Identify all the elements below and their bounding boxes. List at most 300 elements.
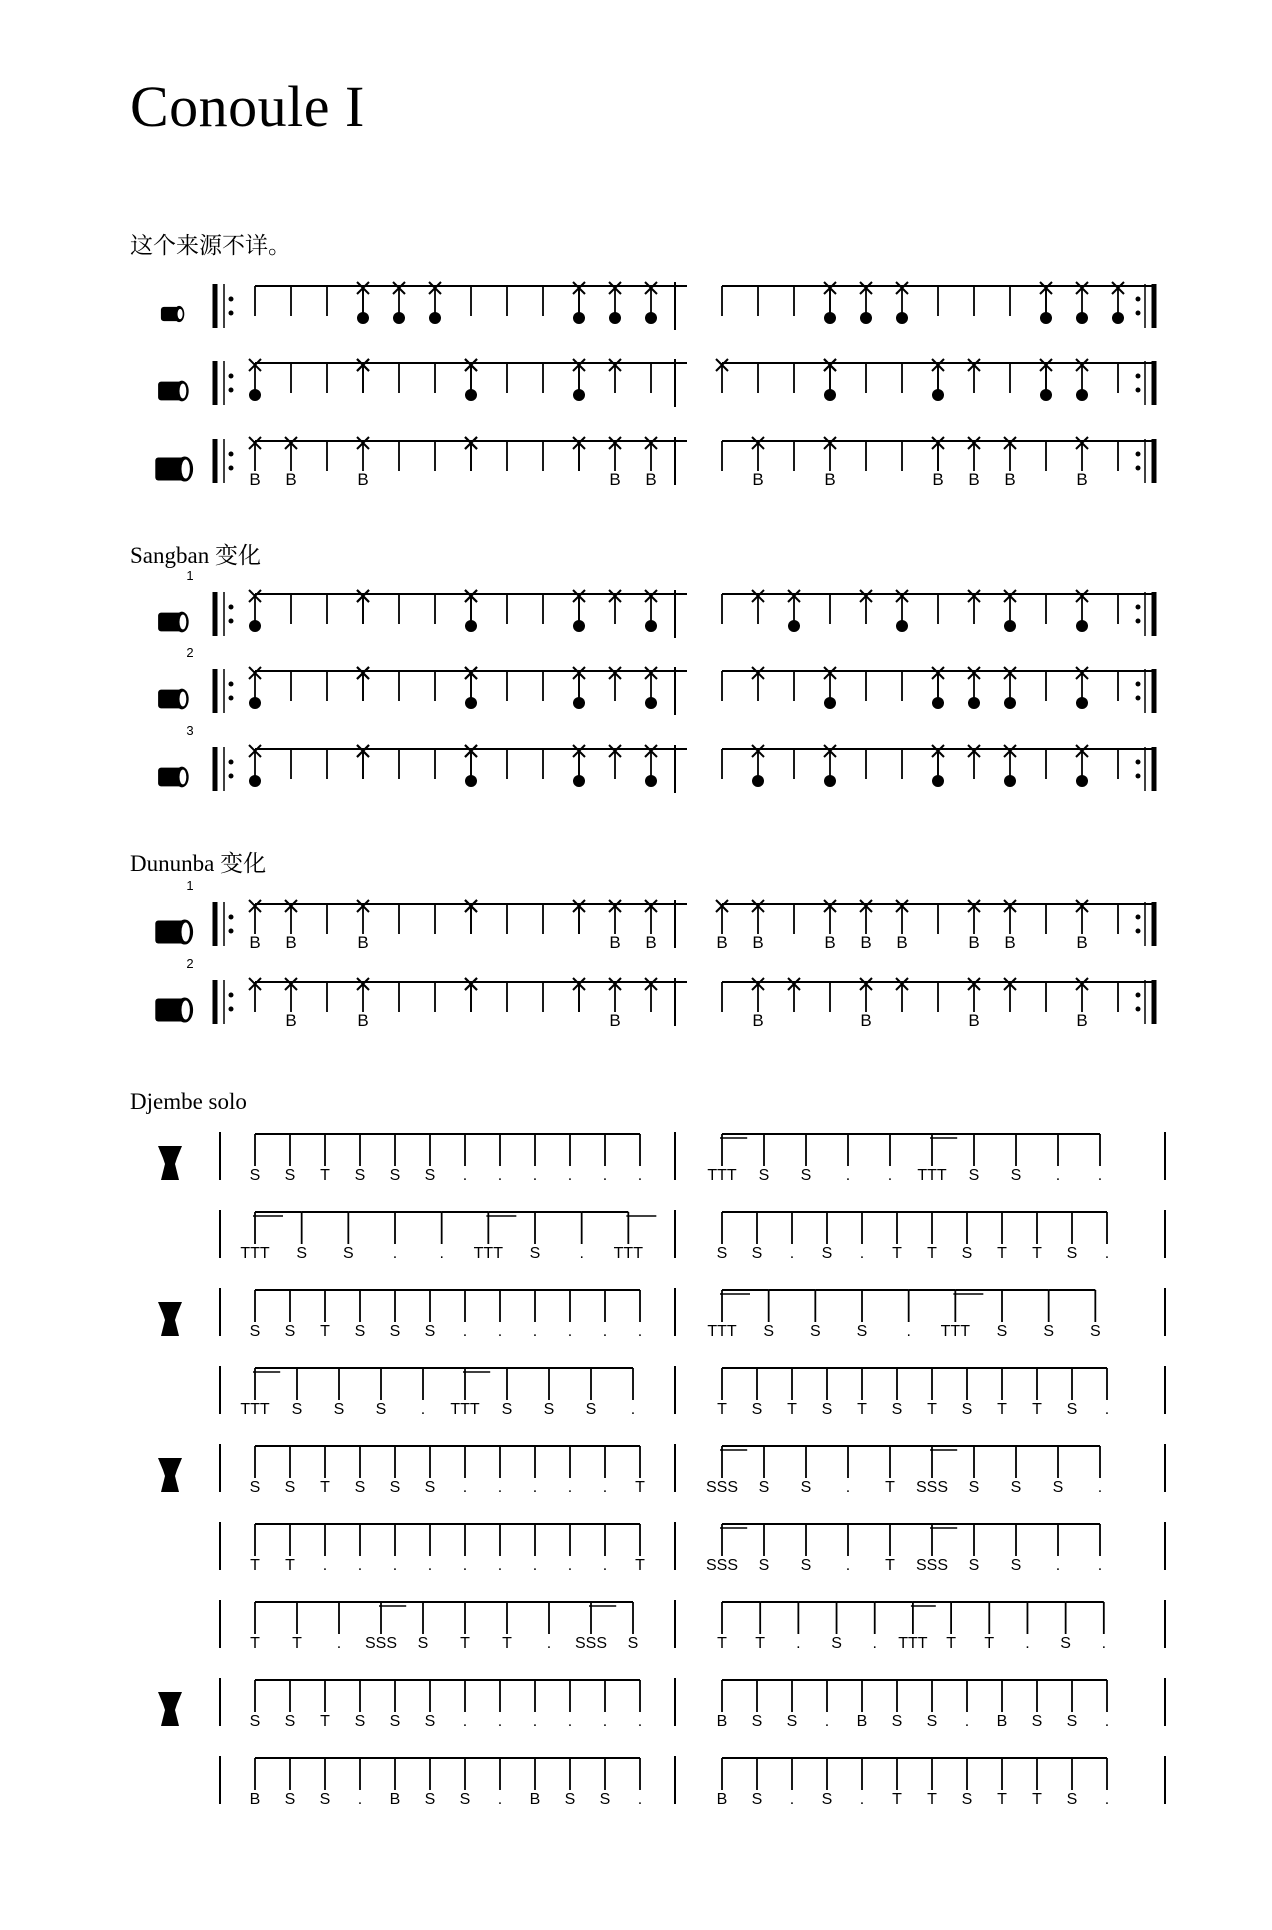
stroke-letter: . — [887, 1167, 893, 1184]
beat-group — [579, 978, 687, 1030]
repeat-dot — [229, 605, 234, 610]
djembe-note — [1105, 1758, 1109, 1808]
stroke-letter: S — [354, 1323, 366, 1340]
stroke-letter: S — [424, 1167, 436, 1184]
stroke-letter: S — [961, 1791, 973, 1808]
variation-number: 1 — [186, 568, 194, 583]
djembe-note — [759, 1524, 806, 1574]
stroke-letter: S — [599, 1791, 611, 1808]
djembe-note — [969, 1446, 1016, 1496]
beat-group — [579, 745, 687, 787]
beat-group — [938, 437, 1046, 489]
djembe-note — [296, 1212, 348, 1262]
repeat-dot — [229, 297, 234, 302]
stroke-letter: . — [532, 1167, 538, 1184]
djembe-note — [342, 1212, 398, 1262]
djembe-icon — [158, 1146, 182, 1180]
beat-group — [824, 745, 944, 787]
djembe-note — [567, 1680, 608, 1730]
stroke-letter: TTT — [450, 1401, 480, 1418]
repeat-start — [215, 592, 234, 636]
djembe-icon — [158, 1458, 182, 1492]
beat-group — [249, 359, 369, 401]
bell-letter: B — [645, 933, 657, 952]
stroke-letter: S — [291, 1401, 303, 1418]
djembe-note — [638, 1758, 642, 1808]
stroke-letter: . — [602, 1323, 608, 1340]
stroke-letter: . — [637, 1323, 643, 1340]
beat-group — [579, 590, 687, 632]
stroke-letter: . — [637, 1167, 643, 1184]
beat-group — [716, 900, 830, 952]
djembe-note — [800, 1524, 851, 1574]
djembe-note — [759, 1446, 806, 1496]
stroke-letter: T — [755, 1635, 766, 1652]
djembe-note — [502, 1602, 552, 1652]
beat-group — [249, 437, 363, 489]
stroke-letter: SSS — [915, 1557, 949, 1574]
djembe-note — [424, 1680, 468, 1730]
djembe-note — [585, 1368, 636, 1418]
stroke-letter: S — [389, 1713, 401, 1730]
stroke-letter: . — [789, 1791, 795, 1808]
djembe-note — [544, 1368, 591, 1418]
stroke-letter: S — [389, 1323, 401, 1340]
djembe-note — [602, 1680, 643, 1730]
djembe-note — [575, 1602, 633, 1652]
stroke-letter: S — [354, 1713, 366, 1730]
djembe-note — [567, 1446, 608, 1496]
djembe-note — [831, 1602, 875, 1652]
stroke-letter: S — [424, 1323, 436, 1340]
stroke-letter: S — [319, 1791, 331, 1808]
stroke-letter: S — [821, 1401, 833, 1418]
bell-letter: B — [1004, 933, 1016, 952]
djembe-note — [1010, 1134, 1061, 1184]
repeat-dot — [1136, 466, 1141, 471]
stroke-letter: S — [1060, 1635, 1071, 1652]
beat-group — [465, 437, 585, 471]
stroke-letter: S — [968, 1479, 980, 1496]
repeat-dot — [1136, 993, 1141, 998]
variation-number: 1 — [186, 878, 194, 893]
stroke-letter: . — [392, 1245, 398, 1262]
stroke-dot — [1076, 775, 1088, 787]
stroke-letter: S — [1031, 1713, 1043, 1730]
repeat-dot — [1136, 452, 1141, 457]
repeat-end — [1136, 669, 1155, 713]
djembe-note — [800, 1446, 851, 1496]
djembe-note — [427, 1524, 468, 1574]
stroke-letter: . — [630, 1401, 636, 1418]
djembe-note — [614, 1212, 657, 1262]
repeat-dot — [229, 388, 234, 393]
stroke-letter: S — [1052, 1479, 1064, 1496]
stroke-letter: . — [497, 1791, 503, 1808]
stroke-letter: . — [602, 1557, 608, 1574]
stroke-letter: S — [800, 1479, 812, 1496]
stroke-letter: . — [824, 1713, 830, 1730]
stroke-letter: T — [1032, 1245, 1042, 1262]
stroke-letter: S — [1010, 1167, 1022, 1184]
stroke-letter: S — [831, 1635, 842, 1652]
stroke-letter: . — [602, 1713, 608, 1730]
stroke-letter: . — [427, 1557, 433, 1574]
kenkeni-icon — [161, 306, 184, 322]
stroke-letter: B — [389, 1791, 401, 1808]
stroke-letter: S — [424, 1479, 436, 1496]
djembe-note — [846, 1446, 890, 1496]
beat-group — [830, 282, 938, 324]
stroke-letter: S — [1043, 1323, 1055, 1340]
stroke-letter: T — [285, 1557, 295, 1574]
djembe-note — [946, 1602, 989, 1652]
djembe-icon — [158, 1302, 182, 1336]
djembe-note — [786, 1680, 830, 1730]
stroke-letter: B — [856, 1713, 868, 1730]
beat-group — [722, 978, 830, 1030]
djembe-note — [997, 1212, 1037, 1262]
stroke-letter: . — [845, 1479, 851, 1496]
djembe-note — [759, 1134, 806, 1184]
stroke-letter: . — [1025, 1635, 1030, 1652]
stroke-letter: T — [787, 1401, 797, 1418]
stroke-letter: . — [532, 1323, 538, 1340]
stroke-letter: S — [758, 1479, 770, 1496]
stroke-letter: T — [927, 1791, 937, 1808]
djembe-note — [530, 1212, 582, 1262]
bell-letter: B — [285, 933, 297, 952]
djembe-icon — [158, 1692, 182, 1726]
djembe-note — [1010, 1524, 1061, 1574]
stroke-letter: . — [872, 1635, 877, 1652]
djembe-note — [392, 1524, 433, 1574]
beat-group — [249, 900, 363, 952]
stroke-letter: S — [564, 1791, 576, 1808]
drum-head-rim — [180, 384, 187, 399]
stroke-letter: S — [809, 1323, 821, 1340]
stroke-letter: T — [857, 1401, 867, 1418]
stroke-letter: . — [1097, 1557, 1103, 1574]
stroke-dot — [249, 775, 261, 787]
djembe-note — [292, 1368, 339, 1418]
stroke-letter: S — [284, 1713, 296, 1730]
stroke-letter: T — [320, 1167, 330, 1184]
bell-letter: B — [249, 933, 261, 952]
djembe-note — [997, 1290, 1049, 1340]
stroke-letter: T — [997, 1401, 1007, 1418]
beat-group — [465, 745, 585, 787]
bell-letter: B — [285, 470, 297, 489]
djembe-note — [638, 1290, 642, 1340]
stroke-letter: B — [716, 1791, 728, 1808]
djembe-note — [1098, 1134, 1102, 1184]
beat-group — [938, 282, 1052, 324]
beat-group — [1046, 590, 1154, 632]
drum-head-rim — [178, 309, 183, 319]
stroke-letter: S — [585, 1401, 597, 1418]
stroke-letter: S — [1089, 1323, 1101, 1340]
bell-letter: B — [249, 470, 261, 489]
repeat-end — [1136, 439, 1155, 483]
bell-letter: B — [968, 470, 980, 489]
repeat-dot — [229, 682, 234, 687]
stroke-dot — [824, 775, 836, 787]
stroke-dot — [1076, 312, 1088, 324]
beat-group — [722, 667, 830, 701]
djembe-note — [846, 1524, 890, 1574]
stroke-letter: T — [984, 1635, 995, 1652]
bell-letter: B — [752, 470, 764, 489]
djembe-shape — [158, 1692, 182, 1726]
djembe-note — [638, 1134, 642, 1184]
beat-group — [830, 978, 938, 1030]
bell-letter: B — [285, 1011, 297, 1030]
stroke-dot — [1004, 620, 1016, 632]
stroke-letter: S — [856, 1323, 868, 1340]
section-label-dununba: Dununba 变化 — [130, 851, 267, 876]
stroke-dot — [1112, 312, 1124, 324]
beat-group — [357, 590, 477, 624]
stroke-letter: S — [284, 1323, 296, 1340]
stroke-dot — [249, 620, 261, 632]
djembe-note — [285, 1524, 328, 1574]
repeat-dot — [229, 466, 234, 471]
beat-group — [1046, 978, 1154, 1030]
beat-group — [1046, 282, 1154, 324]
stroke-letter: . — [462, 1557, 468, 1574]
beat-group — [579, 667, 687, 709]
djembe-note — [984, 1602, 1030, 1652]
beat-group — [830, 590, 938, 632]
repeat-dot — [229, 760, 234, 765]
stroke-letter: S — [249, 1713, 261, 1730]
stroke-letter: . — [462, 1167, 468, 1184]
stroke-letter: S — [284, 1479, 296, 1496]
beat-group — [249, 745, 369, 787]
stroke-letter: . — [845, 1167, 851, 1184]
beat-group — [722, 745, 830, 787]
djembe-note — [857, 1290, 909, 1340]
djembe-note — [1105, 1368, 1109, 1418]
bell-letter: B — [1076, 1011, 1088, 1030]
djembe-note — [706, 1446, 764, 1496]
djembe-note — [1105, 1680, 1109, 1730]
stroke-letter: S — [1066, 1791, 1078, 1808]
stroke-dot — [465, 389, 477, 401]
djembe-note — [941, 1290, 1002, 1340]
stroke-letter: . — [567, 1557, 573, 1574]
dununba-icon — [155, 997, 193, 1022]
stroke-letter: S — [926, 1713, 938, 1730]
beat-group — [938, 667, 1046, 709]
djembe-note — [1066, 1212, 1110, 1262]
stroke-letter: S — [354, 1479, 366, 1496]
djembe-note — [763, 1290, 815, 1340]
stroke-letter: SSS — [574, 1635, 608, 1652]
stroke-dot — [1076, 389, 1088, 401]
stroke-letter: S — [501, 1401, 513, 1418]
stroke-letter: S — [249, 1479, 261, 1496]
stroke-letter: S — [800, 1557, 812, 1574]
stroke-dot — [609, 312, 621, 324]
djembe-note — [628, 1602, 639, 1652]
beat-group — [465, 900, 585, 934]
section-label-djembe-solo: Djembe solo — [130, 1089, 247, 1114]
stroke-dot — [860, 312, 872, 324]
djembe-note — [424, 1290, 468, 1340]
beat-group — [824, 667, 944, 709]
bell-letter: B — [1004, 470, 1016, 489]
djembe-note — [1043, 1290, 1095, 1340]
djembe-note — [892, 1758, 932, 1808]
beat-group — [465, 978, 585, 1012]
djembe-note — [567, 1524, 608, 1574]
djembe-note — [752, 1368, 792, 1418]
stroke-letter: S — [424, 1791, 436, 1808]
djembe-note — [1102, 1602, 1106, 1652]
stroke-letter: B — [249, 1791, 261, 1808]
stroke-letter: TTT — [707, 1323, 737, 1340]
djembe-note — [706, 1524, 764, 1574]
stroke-letter: . — [1097, 1167, 1103, 1184]
beat-group — [357, 978, 477, 1030]
drum-head-rim — [180, 615, 187, 630]
djembe-note — [631, 1368, 635, 1418]
djembe-note — [250, 1602, 297, 1652]
stroke-letter: S — [459, 1791, 471, 1808]
repeat-dot — [1136, 605, 1141, 610]
beat-group — [357, 667, 477, 701]
stroke-letter: . — [1104, 1791, 1110, 1808]
stroke-letter: T — [292, 1635, 302, 1652]
stroke-letter: T — [460, 1635, 470, 1652]
stroke-letter: B — [716, 1713, 728, 1730]
stroke-letter: S — [891, 1401, 903, 1418]
stroke-letter: S — [758, 1557, 770, 1574]
djembe-note — [602, 1134, 643, 1184]
stroke-letter: . — [462, 1323, 468, 1340]
stroke-letter: T — [927, 1245, 937, 1262]
djembe-note — [450, 1368, 507, 1418]
stroke-letter: . — [497, 1713, 503, 1730]
beat-group — [1046, 667, 1154, 709]
repeat-dot — [229, 374, 234, 379]
stroke-letter: S — [389, 1479, 401, 1496]
djembe-note — [250, 1524, 290, 1574]
stroke-letter: T — [502, 1635, 512, 1652]
beat-group — [465, 590, 585, 632]
djembe-note — [319, 1758, 363, 1808]
beat-group — [1046, 900, 1154, 952]
djembe-note — [567, 1290, 608, 1340]
stroke-dot — [645, 775, 657, 787]
repeat-dot — [229, 452, 234, 457]
repeat-dot — [1136, 774, 1141, 779]
beat-group — [716, 359, 836, 393]
djembe-note — [462, 1446, 503, 1496]
stroke-dot — [465, 697, 477, 709]
stroke-letter: TTT — [917, 1167, 947, 1184]
beat-group — [722, 282, 836, 324]
djembe-note — [424, 1134, 468, 1184]
stroke-letter: TTT — [473, 1245, 503, 1262]
beat-group — [1046, 745, 1154, 787]
beat-group — [363, 282, 471, 324]
djembe-note — [1090, 1290, 1101, 1340]
stroke-letter: . — [567, 1323, 573, 1340]
bell-letter: B — [860, 1011, 872, 1030]
djembe-note — [962, 1758, 1002, 1808]
section-label-sangban: Sangban 变化 — [130, 543, 261, 568]
stroke-letter: T — [635, 1557, 645, 1574]
stroke-letter: S — [763, 1323, 775, 1340]
stroke-letter: T — [635, 1479, 645, 1496]
djembe-note — [969, 1134, 1016, 1184]
stroke-letter: . — [1097, 1479, 1103, 1496]
djembe-note — [916, 1446, 974, 1496]
djembe-note — [285, 1134, 325, 1184]
stroke-letter: . — [532, 1479, 538, 1496]
djembe-note — [1055, 1524, 1103, 1574]
repeat-start — [215, 747, 234, 791]
stroke-letter: TTT — [707, 1167, 737, 1184]
djembe-note — [926, 1680, 970, 1730]
sangban-icon — [158, 767, 189, 788]
stroke-dot — [824, 389, 836, 401]
djembe-note — [892, 1368, 932, 1418]
bell-letter: B — [824, 933, 836, 952]
stroke-letter: . — [392, 1557, 398, 1574]
stroke-letter: S — [389, 1167, 401, 1184]
djembe-note — [962, 1212, 1002, 1262]
stroke-dot — [1076, 620, 1088, 632]
repeat-dot — [229, 993, 234, 998]
stroke-letter: T — [927, 1401, 937, 1418]
bell-letter: B — [357, 933, 369, 952]
stroke-dot — [1004, 697, 1016, 709]
djembe-note — [240, 1212, 301, 1262]
stroke-letter: S — [1010, 1479, 1022, 1496]
djembe-note — [800, 1134, 851, 1184]
stroke-letter: S — [751, 1713, 763, 1730]
djembe-note — [635, 1524, 645, 1574]
stroke-letter: S — [968, 1167, 980, 1184]
variation-number: 2 — [186, 645, 194, 660]
repeat-end — [1136, 747, 1155, 791]
stroke-letter: . — [859, 1245, 865, 1262]
bell-letter: B — [609, 470, 621, 489]
djembe-note — [1052, 1446, 1103, 1496]
stroke-letter: S — [249, 1167, 261, 1184]
stroke-letter: S — [342, 1245, 354, 1262]
stroke-letter: T — [717, 1635, 727, 1652]
beat-group — [579, 359, 687, 393]
djembe-note — [462, 1680, 503, 1730]
drum-head-rim — [182, 1000, 190, 1019]
stroke-letter: S — [375, 1401, 387, 1418]
stroke-letter: T — [250, 1557, 260, 1574]
stroke-letter: S — [1066, 1401, 1078, 1418]
bell-letter: B — [968, 1011, 980, 1030]
stroke-letter: B — [996, 1713, 1008, 1730]
stroke-letter: SSS — [364, 1635, 398, 1652]
stroke-letter: SSS — [915, 1479, 949, 1496]
djembe-note — [322, 1524, 363, 1574]
repeat-end — [1136, 592, 1155, 636]
stroke-dot — [896, 312, 908, 324]
djembe-note — [1066, 1368, 1110, 1418]
